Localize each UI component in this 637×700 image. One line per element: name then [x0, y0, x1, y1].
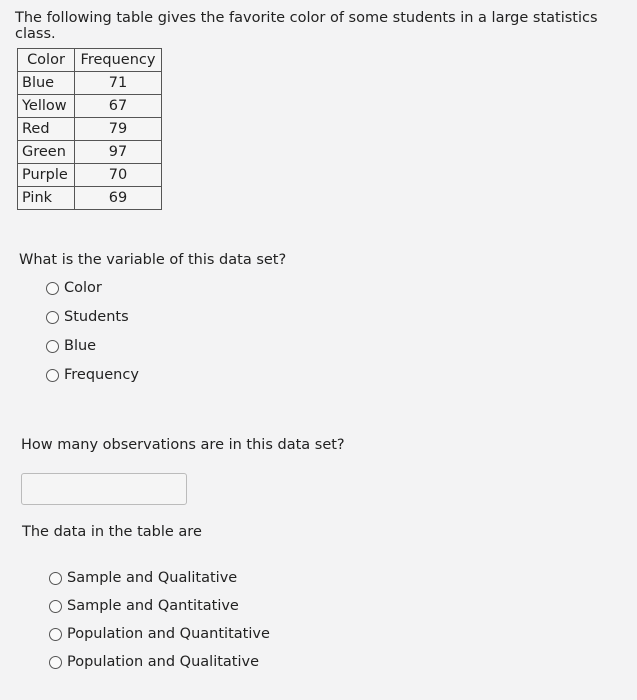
- table-row: [18, 95, 162, 118]
- option-label: Population and Qualitative: [67, 654, 260, 670]
- table-row: [18, 141, 162, 164]
- frequency-cell: 69: [75, 187, 162, 210]
- option-label: Frequency: [64, 367, 139, 383]
- option-blue[interactable]: [46, 338, 96, 354]
- table-row: [18, 72, 162, 95]
- radio-circle-icon[interactable]: [49, 572, 62, 585]
- radio-circle-icon[interactable]: [46, 282, 59, 295]
- color-cell: Blue: [18, 72, 75, 95]
- frequency-cell: 71: [75, 72, 162, 95]
- option-label: Color: [64, 280, 102, 296]
- intro-text: The following table gives the favorite color of some students in a large statistics class.: [15, 10, 598, 42]
- observations-input[interactable]: [21, 473, 187, 505]
- option-population-quantitative[interactable]: [49, 626, 270, 642]
- question-observations: How many observations are in this data set?: [21, 437, 345, 453]
- option-population-qualitative[interactable]: [49, 654, 259, 670]
- question-data-type: The data in the table are: [22, 524, 202, 540]
- option-label: Sample and Qantitative: [67, 598, 239, 614]
- radio-circle-icon[interactable]: [49, 628, 62, 641]
- frequency-cell: 79: [75, 118, 162, 141]
- table-row: [18, 118, 162, 141]
- color-cell: Yellow: [18, 95, 75, 118]
- radio-circle-icon[interactable]: [46, 369, 59, 382]
- color-cell: Green: [18, 141, 75, 164]
- option-label: Blue: [64, 338, 97, 354]
- option-color[interactable]: [46, 280, 102, 296]
- frequency-cell: 67: [75, 95, 162, 118]
- table-row: [18, 164, 162, 187]
- table-row: [18, 187, 162, 210]
- radio-circle-icon[interactable]: [49, 656, 62, 669]
- frequency-table: [17, 48, 162, 210]
- question-variable: What is the variable of this data set?: [19, 252, 287, 268]
- option-label: Students: [64, 309, 129, 325]
- option-label: Sample and Qualitative: [67, 570, 238, 586]
- table-header-row: [18, 49, 162, 72]
- color-cell: Purple: [18, 164, 75, 187]
- header-frequency: Frequency: [75, 49, 162, 72]
- frequency-cell: 70: [75, 164, 162, 187]
- radio-circle-icon[interactable]: [46, 311, 59, 324]
- option-sample-qualitative[interactable]: [49, 570, 237, 586]
- option-students[interactable]: [46, 309, 129, 325]
- color-cell: Pink: [18, 187, 75, 210]
- color-cell: Red: [18, 118, 75, 141]
- option-label: Population and Quantitative: [67, 626, 270, 642]
- option-sample-quantitative[interactable]: [49, 598, 239, 614]
- header-color: Color: [18, 49, 75, 72]
- radio-circle-icon[interactable]: [46, 340, 59, 353]
- radio-circle-icon[interactable]: [49, 600, 62, 613]
- frequency-cell: 97: [75, 141, 162, 164]
- option-frequency[interactable]: [46, 367, 139, 383]
